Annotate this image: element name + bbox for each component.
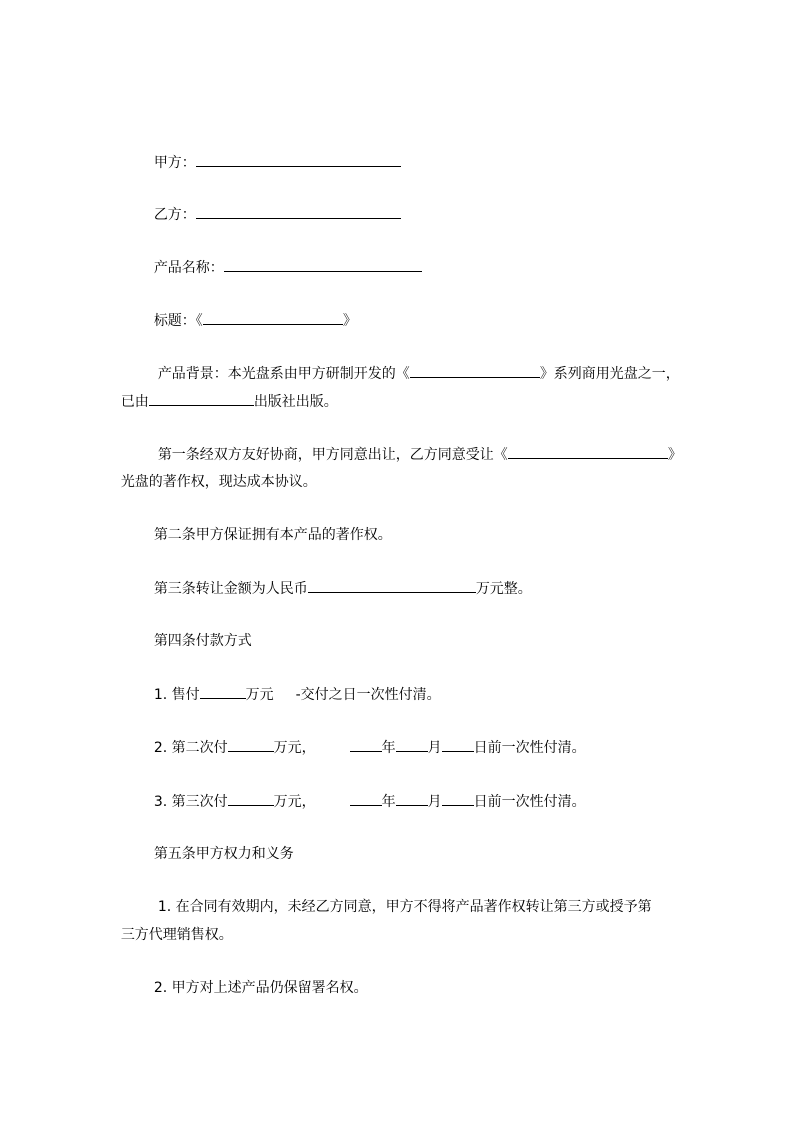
article-5-item-2 [136,958,368,1018]
payment-3-day-blank[interactable] [442,791,474,806]
payment-2-year-label: 年 [381,740,396,756]
article-5-item-1-line-2 [103,905,233,965]
party-b-blank[interactable] [196,204,401,219]
payment-2-month-blank[interactable] [396,737,428,752]
article-3-text-1: 第三条转让金额为人民币 [153,581,308,597]
article-1-text-1: 第一条经双方友好协商，甲方同意出让，乙方同意受让《 [157,447,508,463]
payment-3-month-blank[interactable] [396,791,428,806]
article-2 [136,505,392,565]
article-1-text-3: 光盘的著作权，现达成本协议。 [120,474,317,490]
title-line [136,290,357,351]
payment-2-month-label: 月 [427,740,442,756]
party-a-label: 甲方： [153,155,196,171]
product-name-line [136,237,422,298]
article-3-text-2: 万元整。 [475,581,532,597]
disc-name-blank[interactable] [508,444,668,459]
payment-1 [136,664,441,725]
payment-2-year-blank[interactable] [350,737,382,752]
article-1-text-2: 》 [667,447,682,463]
payment-1-text-1: 1. 售付 [153,687,200,703]
title-close: 》 [342,313,357,329]
payment-3-year-blank[interactable] [350,791,382,806]
payment-2-amount-blank[interactable] [228,737,274,752]
article-4-heading [136,611,252,671]
payment-3 [136,771,586,832]
background-text-1: 产品背景：本光盘系由甲方研制开发的《 [157,366,410,382]
product-name-label: 产品名称： [153,260,224,276]
amount-blank[interactable] [308,578,476,593]
payment-3-text-1: 3. 第三次付 [153,794,228,810]
payment-2-text-2: 万元， [273,740,316,756]
payment-3-text-2: 万元， [273,794,316,810]
payment-3-year-label: 年 [381,794,396,810]
payment-1-text-2: 万元 [245,687,274,703]
payment-3-amount-blank[interactable] [228,791,274,806]
article-1-line-2 [103,452,317,512]
background-text-2: 》系列商用光盘之一， [539,366,680,382]
payment-2-day-blank[interactable] [442,737,474,752]
series-name-blank[interactable] [410,363,540,378]
title-label: 标题：《 [153,313,203,329]
title-blank[interactable] [203,310,343,325]
party-a-blank[interactable] [196,152,401,167]
payment-2 [136,717,586,778]
article-5-heading-text: 第五条甲方权力和义务 [153,846,294,862]
payment-3-text-3: 日前一次性付清。 [473,794,586,810]
payment-3-month-label: 月 [427,794,442,810]
product-name-blank[interactable] [224,257,422,272]
article-5-item-2-text: 2. 甲方对上述产品仍保留署名权。 [153,980,368,996]
article-5-item-1-text-2: 三方代理销售权。 [120,927,233,943]
background-text-3: 已由 [120,394,149,410]
article-3 [136,558,532,619]
publisher-blank[interactable] [149,391,254,406]
article-2-text: 第二条甲方保证拥有本产品的著作权。 [153,527,392,543]
background-line-2 [103,371,338,432]
payment-2-text-3: 日前一次性付清。 [473,740,586,756]
article-5-heading [136,824,294,884]
payment-2-text-1: 2. 第二次付 [153,740,228,756]
party-b-line [136,184,401,245]
payment-1-amount-blank[interactable] [200,684,246,699]
background-text-4: 出版社出版。 [253,394,338,410]
party-b-label: 乙方： [153,207,196,223]
payment-1-text-3: -交付之日一次性付清。 [295,687,441,703]
article-4-heading-text: 第四条付款方式 [153,633,252,649]
article-5-item-1-text-1: 1. 在合同有效期内，未经乙方同意，甲方不得将产品著作权转让第三方或授予第 [157,899,652,915]
